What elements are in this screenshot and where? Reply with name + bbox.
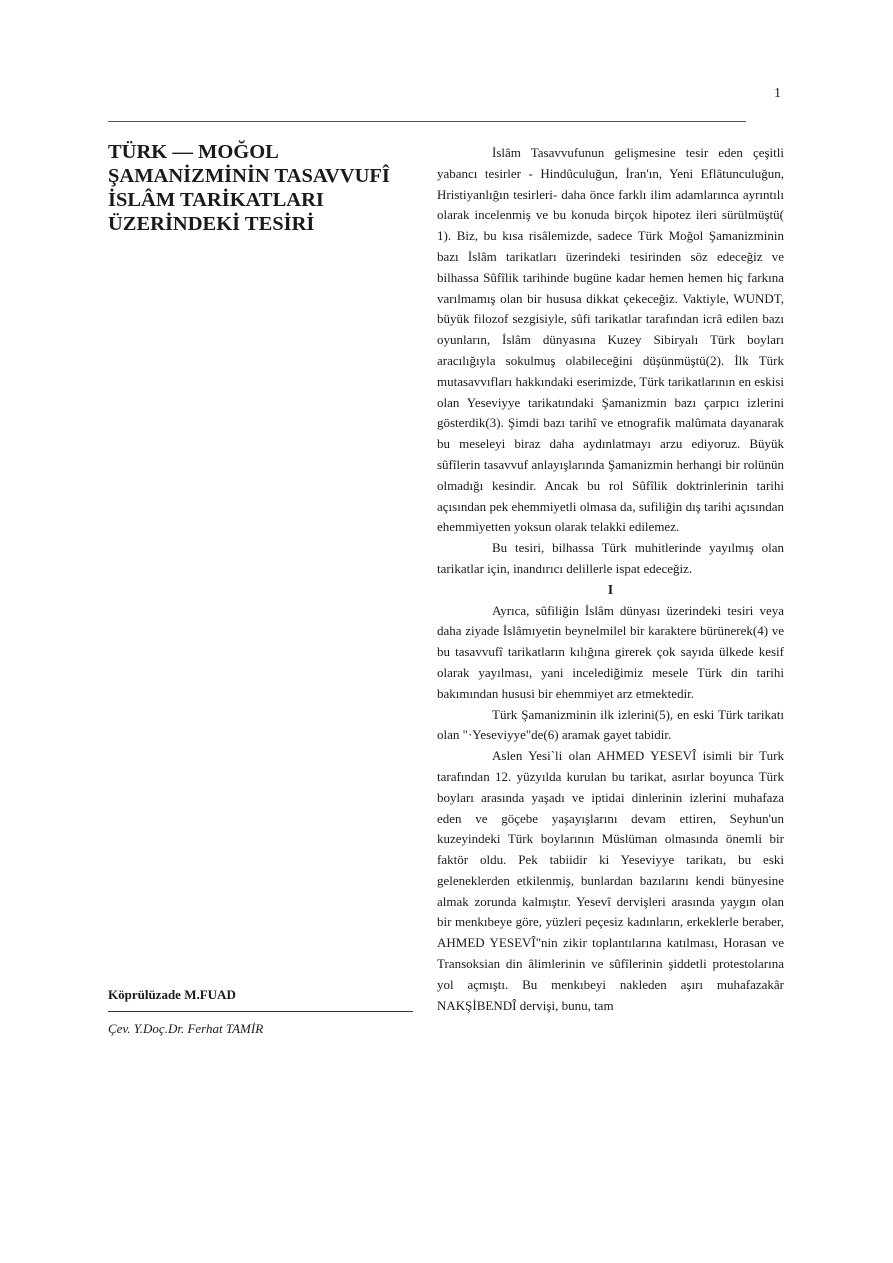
article-title: TÜRK — MOĞOL ŞAMANİZMİNİN TASAVVUFÎ İSLÂM TARİKATLARI ÜZERİNDEKİ TESİRİ <box>108 141 390 235</box>
translator-name: Çev. Y.Doç.Dr. Ferhat TAMİR <box>108 1021 264 1036</box>
body-paragraph: İslâm Tasavvufunun gelişmesine tesir eden çeşitli yabancı tesirler - Hindûculuğun, İran'ın, Yeni Eflâtunculuğun, Hristiyanlığın tesirleri- daha önce farklı ilim adamlarınca ayrıntılı olarak incelenmiş ve bu konuda birçok hipotez ileri sürülmüştü( 1). Biz, bu kısa risâlemizde, sadece Türk Moğol Şamanizminin bazı İslâm tarikatları üzerindeki tesirinden söz edeceğiz ve bilhassa Sûfîlik tarihinde bugüne kadar hemen hemen hiç farkına varılmamış olan bir hususa dikkat çekeceğiz. Vaktiyle, WUNDT, büyük filozof sezgisiyle, sûfi tarikatlar tarafından icrâ edilen bazı oyunların, İslâm dünyasına Kuzey Sibiryalı Türk boyları aracılığıyla sokulmuş olabileceğini düşünmüştü(2). İlk Türk mutasavvıfları hakkındaki eserimizde, Türk tarikatlarının en eskisi olan Yeseviyye tarikatındaki Şamanizmin bazı çarpıcı izlerini gösterdik(3). Şimdi bazı tarihî ve etnografik malûmata dayanarak bu meseleyi biraz daha aydınlatmayı arzu ediyoruz. Büyük sûfîlerin tasavvuf anlayışlarında Şamanizmin herhangi bir rolünün olmadığı kesindir. Ancak bu rol Sûfîlik doktrinlerinin tarihi açısından pek ehemmiyetli olmasa da, sufiliğin dış tarihi açısından ehemmiyetten yoksun olarak telakki edilemez. <box>437 145 784 535</box>
author-name: Köprülüzade M.FUAD <box>108 987 236 1002</box>
page-number: 1 <box>774 86 781 101</box>
body-paragraph: Türk Şamanizminin ilk izlerini(5), en eski Türk tarikatı olan "·Yeseviyye"de(6) aramak gayet tabidir. <box>437 706 784 743</box>
section-heading: I <box>607 581 614 597</box>
header-rule <box>108 121 746 122</box>
body-paragraph: Ayrıca, sûfiliğin İslâm dünyası üzerindeki tesiri veya daha ziyade İslâmıyetin beynelmilel bir karaktere bürünerek(4) ve bu tasavvufî tarikatların kılığına girerek çok sayıda ülkede kesif olarak yayılması, yani incelediğimiz mesele Türk din tarihi bakımından hususi bir ehemmiyet arz etmektedir. <box>437 602 784 701</box>
body-text-column <box>437 143 784 1016</box>
body-paragraph: Bu tesiri, bilhassa Türk muhitlerinde yayılmış olan tarikatlar için, inandırıcı delillerle ispat edeceğiz. <box>437 540 784 576</box>
body-paragraph: Aslen Yesi`li olan AHMED YESEVÎ isimli bir Turk tarafından 12. yüzyılda kurulan bu tarikat, asırlar boyunca Türk boyları arasında yaşadı ve iptidai dinlerinin izlerini muhafaza eden ve göçebe yaşayışlarını devam ettiren, Seyhun'un kuzeyindeki Türk boylarının Müslüman olmasında önemli bir faktör oldu. Pek tabiidir ki Yeseviyye tarikatı, bu eski geleneklerden etkilenmiş, bunlardan bazılarını kendi bünyesine almak zorunda kalmıştır. Yesevî dervişleri arasında yaygın olan bir menkıbeye göre, yüzleri peçesiz kadınların, erkeklerle beraber, AHMED YESEVÎ"nin zikir toplantılarına katılması, Horasan ve Transoksian din âlimlerinin ve sûfîlerinin şiddetli protestolarına yol açmıştı. Bu menkıbeyi nakleden aşırı muhafazakâr NAKŞİBENDÎ dervişi, bunu, tam <box>437 748 784 1013</box>
author-rule <box>108 1011 413 1012</box>
